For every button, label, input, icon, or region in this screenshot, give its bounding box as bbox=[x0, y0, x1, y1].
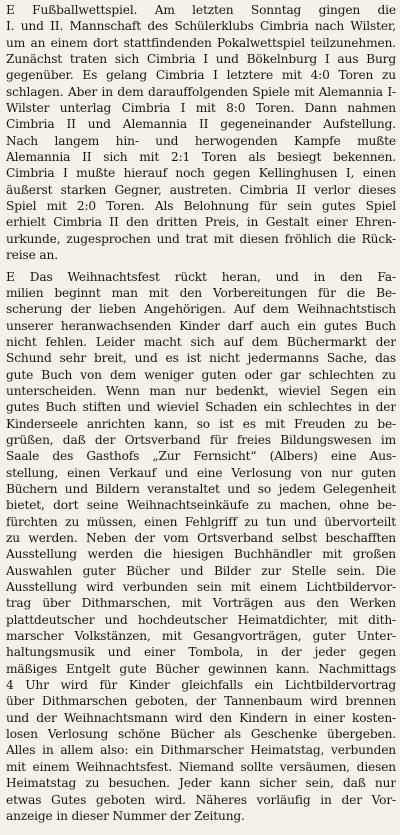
text-line: um an einem dort stattfindenden Pokalwettspiel teilzunehmen. bbox=[6, 35, 396, 50]
text-line: Büchern und Bildern veranstaltet und so jedem Gelegenheit bbox=[6, 481, 396, 496]
text-line: Ausstellung wird verbunden sein mit einem Lichtbildervor- bbox=[6, 580, 396, 595]
text-line: gute Buch von dem weniger guten oder gar schlechten zu bbox=[6, 367, 396, 382]
text-line: reise an. bbox=[6, 248, 58, 263]
text-line: I. und II. Mannschaft des Schülerklubs Cimbria nach Wilster, bbox=[6, 19, 396, 34]
text-line: scherung der lieben Angehörigen. Auf dem Weihnachtstisch bbox=[6, 302, 396, 317]
text-line: trag über Dithmarschen, mit Vorträgen aus den Werken bbox=[6, 596, 396, 611]
text-line: urkunde, zugesprochen und trat mit diesen fröhlich die Rück- bbox=[6, 231, 396, 246]
text-line: E Das Weihnachtsfest rückt heran, und in den Fa- bbox=[6, 269, 396, 284]
text-line: etwas Gutes geboten wird. Näheres vorläufig in der Vor- bbox=[6, 792, 396, 807]
text-line: schlagen. Aber in dem darauffolgenden Spiele mit Alemannia I- bbox=[6, 84, 396, 99]
text-line: erhielt Cimbria II den dritten Preis, in Gestalt einer Ehren- bbox=[6, 215, 396, 230]
text-line: Cimbria II und Alemannia II gegeneinander Aufstellung. bbox=[6, 117, 396, 132]
text-line: stellung, einen Verkauf und eine Verlosung von nur guten bbox=[6, 465, 396, 480]
text-line: Auswahlen guter Bücher und Bilder zur Stelle sein. Die bbox=[6, 563, 396, 578]
text-line: Cimbria I mußte hierauf noch gegen Kellinghusen I, einen bbox=[6, 166, 396, 181]
text-line: plattdeutscher und hochdeutscher Heimatdichter, mit dith- bbox=[6, 612, 396, 627]
text-line: losen Verlosung schöne Bücher als Geschenke übergeben. bbox=[6, 727, 396, 742]
text-line: Wilster unterlag Cimbria I mit 8:0 Toren. Dann nahmen bbox=[6, 101, 396, 116]
text-line: über Dithmarschen geboten, der Tannenbaum wird brennen bbox=[6, 694, 396, 709]
text-line: bietet, dort seine Weihnachtseinkäufe zu machen, ohne be- bbox=[6, 498, 396, 513]
text-line: 4 Uhr wird für Kinder gleichfalls ein Lichtbildervortrag bbox=[6, 678, 396, 693]
text-line: Heimatstag zu besuchen. Jeder kann sicher sein, daß nur bbox=[6, 776, 396, 791]
text-line: und der Weihnachtsmann wird den Kindern in einer kosten- bbox=[6, 710, 396, 725]
text-line: nicht fehlen. Leider macht sich auf dem Büchermarkt der bbox=[6, 334, 396, 349]
text-line: E Fußballwettspiel. Am letzten Sonntag gingen die bbox=[6, 3, 396, 17]
text-line: äußerst starken Gegner, austreten. Cimbria II verlor dieses bbox=[6, 182, 396, 197]
text-line: zu werden. Neben der vom Ortsverband selbst beschafften bbox=[6, 531, 396, 545]
text-line: milien beginnt man mit den Vorbereitungen für die Be- bbox=[6, 285, 396, 300]
text-line: Spiel mit 2:0 Toren. Als Belohnung für sein gutes Spiel bbox=[6, 199, 396, 214]
article-fussballwettspiel bbox=[6, 2, 396, 264]
text-line: fürchten zu müssen, einen Fehlgriff zu tun und übervorteilt bbox=[6, 514, 396, 529]
text-line: marscher Volkstänzen, mit Gesangvorträgen, guter Unter- bbox=[6, 629, 396, 644]
text-line: Kinderseele anrichten kann, so ist es mit Freuden zu be- bbox=[6, 416, 396, 431]
text-line: unserer heranwachsenden Kinder darf auch ein gutes Buch bbox=[6, 318, 396, 333]
text-line: gutes Buch stiften und wieviel Schaden ein schlechtes in der bbox=[6, 400, 396, 415]
text-line: Alles in allem also: ein Dithmarscher Heimatstag, verbunden bbox=[6, 743, 396, 758]
text-line: mäßiges Entgelt gute Bücher gewinnen kann. Nachmittags bbox=[6, 661, 396, 676]
article-weihnachtsfest bbox=[6, 269, 396, 825]
text-line: Alemannia II sich mit 2:1 Toren als besiegt bekennen. bbox=[6, 150, 396, 165]
text-line: Ausstellung werden die hiesigen Buchhändler mit großen bbox=[6, 547, 396, 562]
text-line: Zunächst traten sich Cimbria I und Bökelnburg I aus Burg bbox=[6, 52, 396, 67]
text-line: unterscheiden. Wenn man nur bedenkt, wieviel Segen ein bbox=[6, 383, 396, 398]
text-line: Saale des Gasthofs „Zur Fernsicht“ (Albers) eine Aus- bbox=[6, 449, 396, 464]
text-line: Nach langem hin- und herwogenden Kampfe mußte bbox=[6, 133, 396, 148]
text-line: gegenüber. Es gelang Cimbria I letztere mit 4:0 Toren zu bbox=[6, 68, 396, 83]
text-line: Schund sehr breit, und es ist nicht jedermanns Sache, das bbox=[6, 351, 396, 366]
text-line: mit einem Weihnachtsfest. Niemand sollte versäumen, diesen bbox=[6, 759, 396, 774]
text-line: haltungsmusik und einer Tombola, in der jeder gegen bbox=[6, 645, 396, 660]
text-line: anzeige in dieser Nummer der Zeitung. bbox=[6, 808, 245, 823]
text-line: grüßen, daß der Ortsverband für freies Bildungswesen im bbox=[6, 432, 396, 447]
